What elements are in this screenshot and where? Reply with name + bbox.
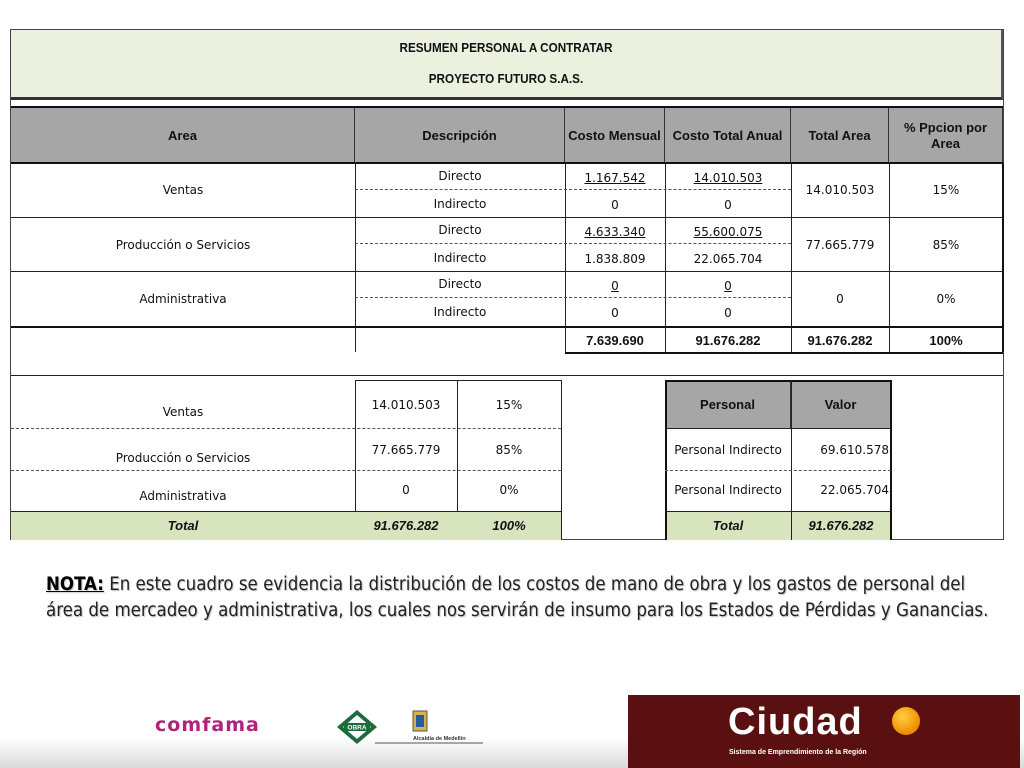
total-area-value: 77.665.779 <box>805 238 875 252</box>
mensual-value: 1.838.809 <box>584 252 646 266</box>
summary-pct: 0% <box>499 483 519 497</box>
header-descripcion: Descripción <box>355 108 565 163</box>
total-pct: 100% <box>929 332 963 348</box>
mensual-value: 0 <box>611 198 619 212</box>
note-label: NOTA: <box>46 574 104 595</box>
personal-valor: 22.065.704 <box>820 483 889 497</box>
ciudad-emblem-icon <box>892 707 920 735</box>
total-area: 91.676.282 <box>807 332 873 348</box>
ciudad-logo-box <box>628 695 1020 768</box>
summary-valor: 0 <box>402 483 410 497</box>
summary-area: Administrativa <box>139 489 227 503</box>
summary-total-valor: 91.676.282 <box>373 518 439 533</box>
summary-pct: 85% <box>495 443 523 457</box>
anual-value: 14.010.503 <box>693 171 763 185</box>
total-mensual: 7.639.690 <box>586 332 644 348</box>
mensual-value: 0 <box>611 279 619 293</box>
desc-indirecto: Indirecto <box>433 305 487 319</box>
anual-value: 22.065.704 <box>693 252 763 266</box>
alcaldia-medellin-logo <box>335 707 485 747</box>
obra-text: OBRA <box>347 724 367 732</box>
mensual-value: 4.633.340 <box>584 225 646 239</box>
ciudad-wordmark: Ciudad <box>728 701 863 743</box>
note-text: En este cuadro se evidencia la distribución de los costos de mano de obra y los gastos de personal del área de mercadeo y administrativa, los cuales nos servirán de insumo para los Estados de Pérdidas y Ganancias. <box>46 574 989 621</box>
summary-area: Ventas <box>162 405 204 419</box>
summary-valor: 77.665.779 <box>371 443 441 457</box>
cost-summary-sheet <box>10 29 1004 540</box>
total-area-value: 0 <box>836 292 844 306</box>
desc-indirecto: Indirecto <box>433 197 487 211</box>
total-anual: 91.676.282 <box>695 332 761 348</box>
personal-label: Personal Indirecto <box>674 443 782 457</box>
total-area-value: 14.010.503 <box>805 183 875 197</box>
area-administrativa: Administrativa <box>139 292 227 306</box>
anual-value: 55.600.075 <box>693 225 763 239</box>
header-costo-total-anual: Costo Total Anual <box>665 108 791 163</box>
mensual-value: 1.167.542 <box>584 171 646 185</box>
title-line-1: RESUMEN PERSONAL A CONTRATAR <box>399 40 613 55</box>
header-costo-mensual: Costo Mensual <box>565 108 665 163</box>
title-line-2: PROYECTO FUTURO S.A.S. <box>428 71 584 86</box>
pct-value: 0% <box>936 292 956 306</box>
area-produccion: Producción o Servicios <box>115 238 251 252</box>
anual-value: 0 <box>724 306 732 320</box>
header-total-area: Total Area <box>791 108 889 163</box>
comfama-logo: comfama <box>155 714 260 736</box>
alcaldia-caption: Alcaldía de Medellín <box>413 736 466 742</box>
header-ppcion: % Ppcion por Area <box>889 108 1003 163</box>
anual-value: 0 <box>724 198 732 212</box>
personal-label: Personal Indirecto <box>674 483 782 497</box>
mensual-value: 0 <box>611 306 619 320</box>
header-personal: Personal <box>665 381 791 428</box>
personal-total-label: Total <box>712 518 744 533</box>
anual-value: 0 <box>724 279 732 293</box>
header-area: Area <box>11 108 355 163</box>
header-valor: Valor <box>791 381 891 428</box>
summary-total-pct: 100% <box>492 518 526 533</box>
summary-pct: 15% <box>495 398 523 412</box>
pct-value: 15% <box>932 183 960 197</box>
ciudad-subtitle: Sistema de Emprendimiento de la Región <box>729 749 867 756</box>
desc-directo: Directo <box>438 277 482 291</box>
desc-directo: Directo <box>438 223 482 237</box>
desc-directo: Directo <box>438 169 482 183</box>
title-block <box>11 30 1003 100</box>
personal-valor: 69.610.578 <box>820 443 889 457</box>
pct-value: 85% <box>932 238 960 252</box>
note-paragraph <box>46 572 996 624</box>
area-ventas: Ventas <box>162 183 204 197</box>
desc-indirecto: Indirecto <box>433 251 487 265</box>
summary-area: Producción o Servicios <box>115 451 251 465</box>
summary-total-label: Total <box>167 518 199 533</box>
personal-total-valor: 91.676.282 <box>808 518 874 533</box>
summary-valor: 14.010.503 <box>371 398 441 412</box>
